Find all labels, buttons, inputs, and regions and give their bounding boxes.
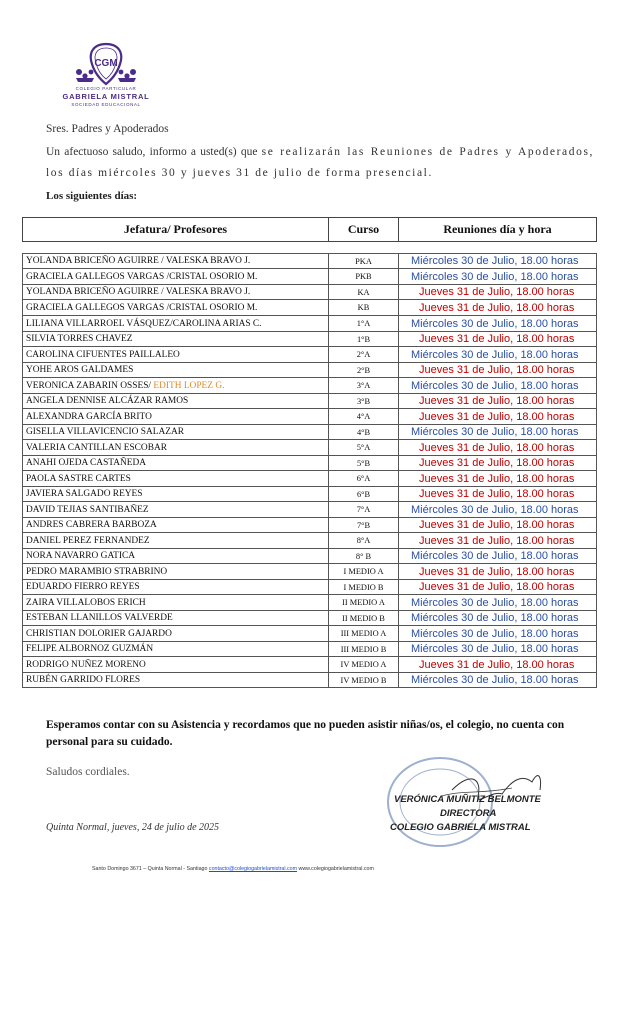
meeting-date-cell: Jueves 31 de Julio, 18.00 horas xyxy=(399,456,597,471)
teacher-name: LILIANA VILLARROEL VÁSQUEZ/CAROLINA ARIAS C. xyxy=(26,318,262,329)
teacher-cell xyxy=(23,580,329,595)
teacher-cell xyxy=(23,269,329,285)
meeting-date-cell: Jueves 31 de Julio, 18.00 horas xyxy=(399,657,597,673)
table-row xyxy=(23,502,597,518)
course-cell: 4°B xyxy=(329,425,399,440)
teacher-cell xyxy=(23,518,329,533)
crest-icon xyxy=(70,42,142,86)
table-row xyxy=(23,409,597,425)
teacher-name: DAVID TEJIAS SANTIBAÑEZ xyxy=(26,504,149,515)
teacher-cell xyxy=(23,611,329,626)
meeting-date-cell: Jueves 31 de Julio, 18.00 horas xyxy=(399,487,597,502)
subheading: Los siguientes días: xyxy=(46,190,138,202)
course-cell: 8° B xyxy=(329,549,399,564)
table-row xyxy=(23,642,597,657)
meeting-date-cell: Miércoles 30 de Julio, 18.00 horas xyxy=(399,425,597,440)
meeting-date-cell: Jueves 31 de Julio, 18.00 horas xyxy=(399,471,597,487)
teacher-name: ANAHI OJEDA CASTAÑEDA xyxy=(26,458,147,468)
table-row xyxy=(23,533,597,549)
table-row xyxy=(23,673,597,688)
teacher-name: EDUARDO FIERRO REYES xyxy=(26,582,140,592)
teacher-cell xyxy=(23,440,329,456)
teacher-name: ALEXANDRA GARCÍA BRITO xyxy=(26,411,152,422)
teacher-cell xyxy=(23,471,329,487)
meeting-date-cell: Jueves 31 de Julio, 18.00 horas xyxy=(399,564,597,580)
logo-line2: GABRIELA MISTRAL xyxy=(62,92,150,101)
course-cell: III MEDIO B xyxy=(329,642,399,657)
table-row xyxy=(23,378,597,394)
teacher-name: RODRIGO NUÑEZ MORENO xyxy=(26,659,146,670)
teacher-cell xyxy=(23,378,329,394)
school-logo xyxy=(60,42,152,108)
teacher-cell xyxy=(23,316,329,332)
teacher-name: ANDRES CABRERA BARBOZA xyxy=(26,520,157,530)
table-row xyxy=(23,363,597,378)
course-cell: KA xyxy=(329,285,399,300)
course-cell: 8°A xyxy=(329,533,399,549)
course-cell: I MEDIO B xyxy=(329,580,399,595)
greeting: Sres. Padres y Apoderados xyxy=(46,123,169,135)
teacher-name: SILVIA TORRES CHAVEZ xyxy=(26,334,133,344)
meeting-date-cell: Jueves 31 de Julio, 18.00 horas xyxy=(399,518,597,533)
footer-email-link[interactable]: contacto@colegiogabrielamistral.com xyxy=(208,866,298,872)
teacher-cell xyxy=(23,425,329,440)
table-row xyxy=(23,269,597,285)
intro-text-a: Un afectuoso saludo, informo a usted(s) que xyxy=(46,146,258,158)
table-row xyxy=(23,580,597,595)
meeting-date-cell: Jueves 31 de Julio, 18.00 horas xyxy=(399,285,597,300)
meeting-date-cell: Jueves 31 de Julio, 18.00 horas xyxy=(399,363,597,378)
teacher-cell xyxy=(23,533,329,549)
teacher-name: NORA NAVARRO GATICA xyxy=(26,551,136,561)
meeting-date-cell: Miércoles 30 de Julio, 18.00 horas xyxy=(399,254,597,269)
meeting-date-cell: Jueves 31 de Julio, 18.00 horas xyxy=(399,533,597,549)
table-row xyxy=(23,564,597,580)
teacher-name: YOLANDA BRICEÑO AGUIRRE / VALESKA BRAVO J. xyxy=(26,256,251,266)
schedule-rows xyxy=(23,254,597,688)
teacher-cell xyxy=(23,549,329,564)
course-cell: 1°B xyxy=(329,332,399,347)
meeting-date-cell: Miércoles 30 de Julio, 18.00 horas xyxy=(399,595,597,611)
table-row xyxy=(23,300,597,316)
schedule-header xyxy=(22,217,597,242)
course-cell: I MEDIO A xyxy=(329,564,399,580)
place-date: Quinta Normal, jueves, 24 de julio de 2025 xyxy=(46,822,220,833)
teacher-name: JAVIERA SALGADO REYES xyxy=(26,489,143,499)
course-cell: 6°A xyxy=(329,471,399,487)
table-row xyxy=(23,347,597,363)
meeting-date-cell: Jueves 31 de Julio, 18.00 horas xyxy=(399,440,597,456)
teacher-cell xyxy=(23,254,329,269)
meeting-date-cell: Miércoles 30 de Julio, 18.00 horas xyxy=(399,269,597,285)
course-cell: 2°B xyxy=(329,363,399,378)
course-cell: IV MEDIO A xyxy=(329,657,399,673)
meeting-date-cell: Miércoles 30 de Julio, 18.00 horas xyxy=(399,347,597,363)
course-cell: PKA xyxy=(329,254,399,269)
teacher-name: ZAIRA VILLALOBOS ERICH xyxy=(26,597,146,608)
teacher-name: VERONICA ZABARIN OSSES/ xyxy=(26,380,152,391)
table-row xyxy=(23,611,597,626)
course-cell: III MEDIO A xyxy=(329,626,399,642)
meeting-date-cell: Miércoles 30 de Julio, 18.00 horas xyxy=(399,642,597,657)
teacher-name: YOLANDA BRICEÑO AGUIRRE / VALESKA BRAVO J. xyxy=(26,287,251,297)
meeting-date-cell: Miércoles 30 de Julio, 18.00 horas xyxy=(399,549,597,564)
teacher-cell xyxy=(23,502,329,518)
intro-paragraph xyxy=(46,142,594,184)
footer xyxy=(92,866,374,872)
teacher-name: GRACIELA GALLEGOS VARGAS /CRISTAL OSORIO M. xyxy=(26,302,258,313)
meeting-date-cell: Jueves 31 de Julio, 18.00 horas xyxy=(399,300,597,316)
meeting-date-cell: Miércoles 30 de Julio, 18.00 horas xyxy=(399,378,597,394)
teacher-cell xyxy=(23,595,329,611)
teacher-cell xyxy=(23,657,329,673)
intro-text-b: se realizarán las Reuniones de Padres y Apoderados, los días miércoles 30 y jueves 31 de julio de forma presencial. xyxy=(46,146,595,179)
table-row xyxy=(23,549,597,564)
salutation: Saludos cordiales. xyxy=(46,766,130,778)
table-row xyxy=(23,487,597,502)
course-cell: 7°A xyxy=(329,502,399,518)
course-cell: 2°A xyxy=(329,347,399,363)
teacher-name-extra: EDITH LOPEZ G. xyxy=(151,380,225,391)
course-cell: II MEDIO B xyxy=(329,611,399,626)
header-meeting: Reuniones día y hora xyxy=(399,218,597,242)
course-cell: 3°B xyxy=(329,394,399,409)
teacher-cell xyxy=(23,642,329,657)
teacher-cell xyxy=(23,456,329,471)
table-row xyxy=(23,316,597,332)
meeting-date-cell: Jueves 31 de Julio, 18.00 horas xyxy=(399,580,597,595)
teacher-name: DANIEL PEREZ FERNANDEZ xyxy=(26,535,150,546)
course-cell: PKB xyxy=(329,269,399,285)
course-cell: 3°A xyxy=(329,378,399,394)
meeting-date-cell: Jueves 31 de Julio, 18.00 horas xyxy=(399,394,597,409)
header-course: Curso xyxy=(329,218,399,242)
closing-message: Esperamos contar con su Asistencia y recordamos que no pueden asistir niñas/os, el colegio, no cuenta con personal para su cuidado. xyxy=(46,719,565,748)
course-cell: 4°A xyxy=(329,409,399,425)
meeting-date-cell: Jueves 31 de Julio, 18.00 horas xyxy=(399,332,597,347)
teacher-name: GRACIELA GALLEGOS VARGAS /CRISTAL OSORIO M. xyxy=(26,271,258,282)
teacher-cell xyxy=(23,564,329,580)
teacher-name: ANGELA DENNISE ALCÁZAR RAMOS xyxy=(26,396,189,406)
teacher-name: PAOLA SASTRE CARTES xyxy=(26,473,131,484)
course-cell: 1°A xyxy=(329,316,399,332)
course-cell: IV MEDIO B xyxy=(329,673,399,688)
teacher-cell xyxy=(23,285,329,300)
teacher-cell xyxy=(23,673,329,688)
table-row xyxy=(23,456,597,471)
teacher-cell xyxy=(23,347,329,363)
course-cell: II MEDIO A xyxy=(329,595,399,611)
teacher-cell xyxy=(23,409,329,425)
teacher-name: YOHE AROS GALDAMES xyxy=(26,365,134,375)
table-row xyxy=(23,518,597,533)
course-cell: 5°A xyxy=(329,440,399,456)
teacher-name: ESTEBAN LLANILLOS VALVERDE xyxy=(26,613,173,623)
course-cell: 5°B xyxy=(329,456,399,471)
schedule-table xyxy=(22,253,597,688)
course-cell: 7°B xyxy=(329,518,399,533)
course-cell: 6°B xyxy=(329,487,399,502)
teacher-cell xyxy=(23,332,329,347)
table-row xyxy=(23,657,597,673)
teacher-cell xyxy=(23,487,329,502)
meeting-date-cell: Miércoles 30 de Julio, 18.00 horas xyxy=(399,611,597,626)
meeting-date-cell: Miércoles 30 de Julio, 18.00 horas xyxy=(399,502,597,518)
table-row xyxy=(23,595,597,611)
signature-org: COLEGIO GABRIELA MISTRAL xyxy=(390,822,531,833)
meeting-date-cell: Miércoles 30 de Julio, 18.00 horas xyxy=(399,673,597,688)
table-row xyxy=(23,285,597,300)
header-teachers: Jefatura/ Profesores xyxy=(23,218,329,242)
footer-website[interactable]: www.colegiogabrielamistral.com xyxy=(298,866,374,872)
teacher-name: CHRISTIAN DOLORIER GAJARDO xyxy=(26,628,172,639)
meeting-date-cell: Jueves 31 de Julio, 18.00 horas xyxy=(399,409,597,425)
meeting-date-cell: Miércoles 30 de Julio, 18.00 horas xyxy=(399,316,597,332)
course-cell: KB xyxy=(329,300,399,316)
teacher-name: VALERIA CANTILLAN ESCOBAR xyxy=(26,442,167,453)
teacher-name: GISELLA VILLAVICENCIO SALAZAR xyxy=(26,427,184,437)
table-row xyxy=(23,394,597,409)
table-row xyxy=(23,626,597,642)
teacher-name: RUBÉN GARRIDO FLORES xyxy=(26,675,141,685)
logo-line3: SOCIEDAD EDUCACIONAL xyxy=(71,102,141,107)
teacher-cell xyxy=(23,626,329,642)
signature-name: VERÓNICA MUÑITIZ BELMONTE xyxy=(394,794,541,805)
teacher-cell xyxy=(23,363,329,378)
teacher-cell xyxy=(23,394,329,409)
teacher-cell xyxy=(23,300,329,316)
teacher-name: CAROLINA CIFUENTES PAILLALEO xyxy=(26,349,180,360)
footer-address: Santo Domingo 3671 – Quinta Normal - Santiago xyxy=(92,866,208,872)
teacher-name: FELIPE ALBORNOZ GUZMÁN xyxy=(26,644,154,654)
logo-line1: COLEGIO PARTICULAR xyxy=(75,86,137,91)
meeting-date-cell: Miércoles 30 de Julio, 18.00 horas xyxy=(399,626,597,642)
table-row xyxy=(23,440,597,456)
table-row xyxy=(23,332,597,347)
table-row xyxy=(23,471,597,487)
teacher-name: PEDRO MARAMBIO STRABRINO xyxy=(26,566,168,577)
logo-monogram: CGM xyxy=(94,58,118,69)
signature-role: DIRECTORA xyxy=(440,808,497,819)
table-row xyxy=(23,254,597,269)
table-row xyxy=(23,425,597,440)
